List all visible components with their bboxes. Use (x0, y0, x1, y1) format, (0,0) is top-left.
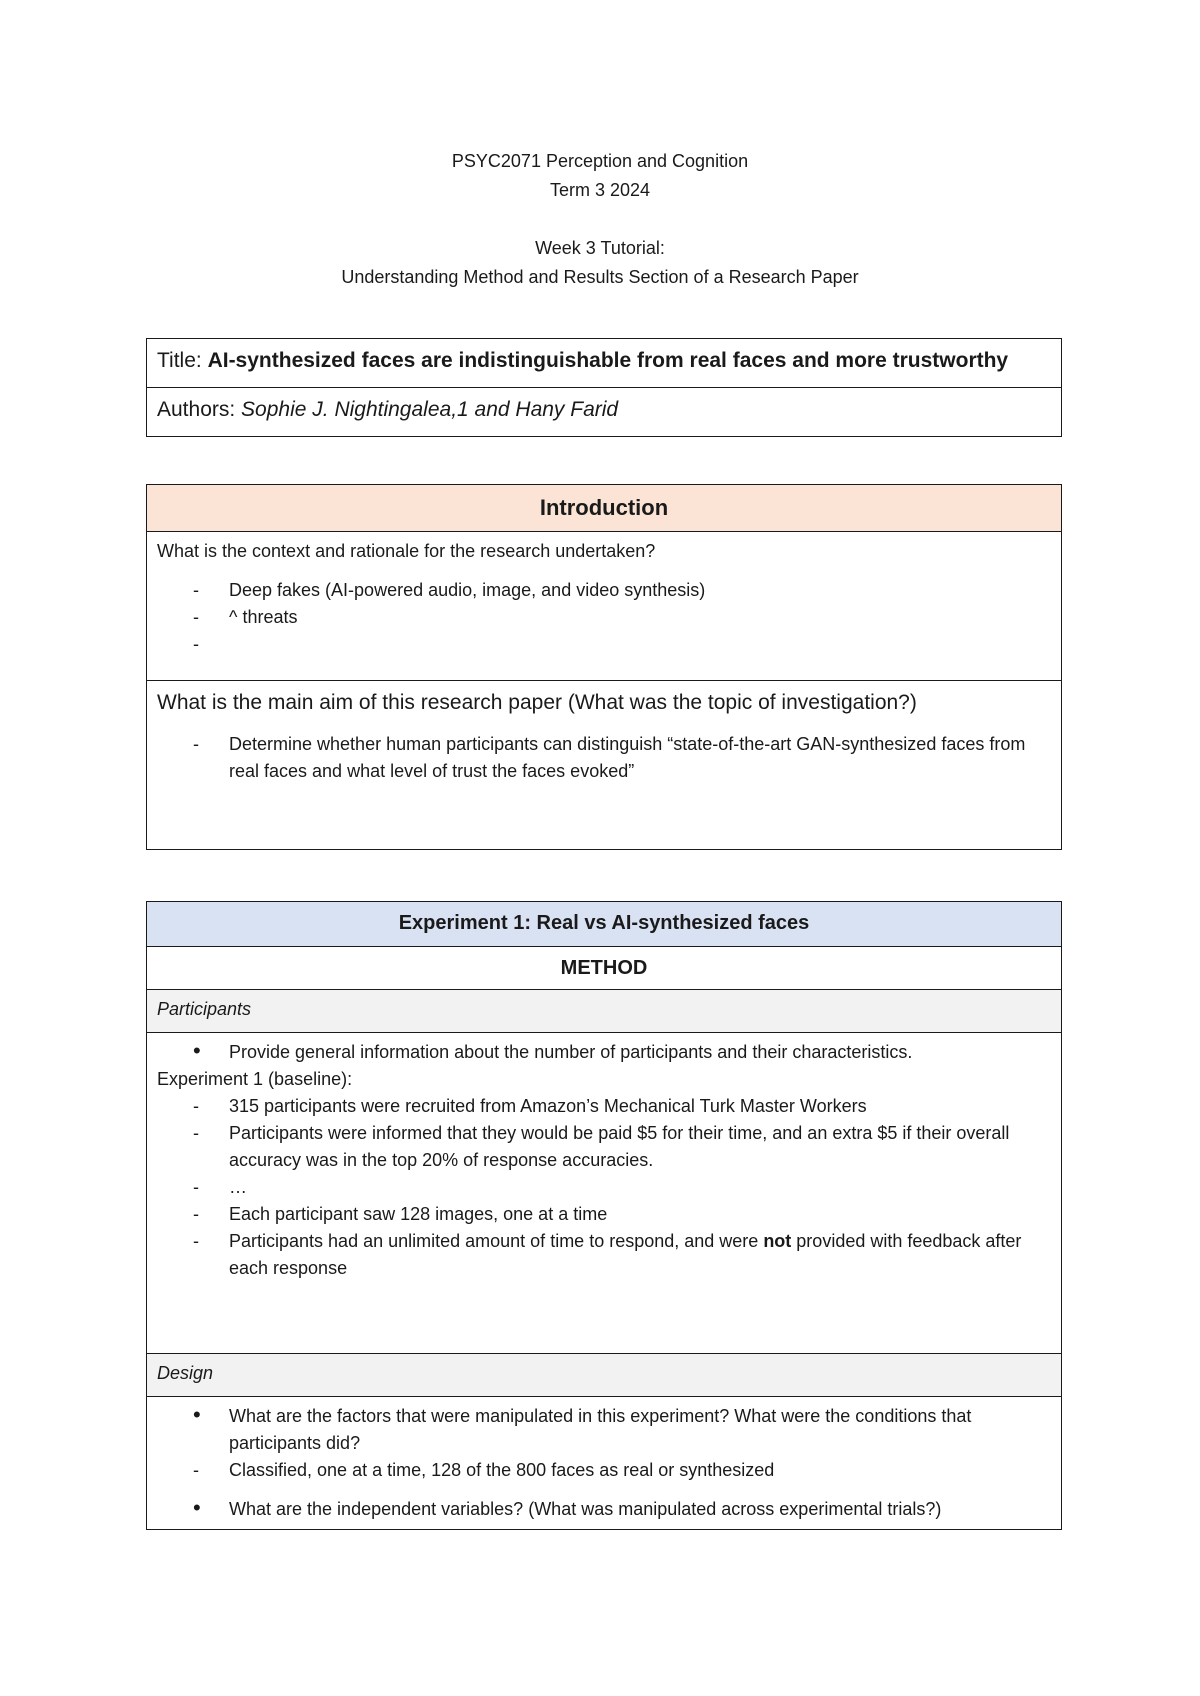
title-label: Title: (157, 349, 208, 372)
aim-question: What is the main aim of this research paper (What was the topic of investigation?) (157, 691, 917, 714)
aim-cell (147, 681, 1062, 850)
document-header (0, 148, 1200, 293)
participants-point: - Each participant saw 128 images, one at a time (157, 1201, 1051, 1228)
context-point: - Deep fakes (AI-powered audio, image, and video synthesis) (157, 577, 1051, 604)
design-points (157, 1457, 1051, 1484)
design-prompt: • What are the independent variables? (What was manipulated across experimental trials?) (157, 1496, 1051, 1523)
aim-point: - Determine whether human participants can distinguish “state-of-the-art GAN-synthesized faces from real faces and what level of trust the faces evoked” (157, 731, 1051, 785)
paper-info-table (146, 338, 1062, 437)
week-title: Week 3 Tutorial: (535, 238, 665, 258)
course-name: PSYC2071 Perception and Cognition (451, 151, 749, 171)
participants-subheading: Experiment 1 (baseline): (157, 1069, 353, 1089)
participants-points (157, 1093, 1051, 1282)
design-cell (147, 1397, 1062, 1530)
participants-point: - Participants had an unlimited amount of time to respond, and were not provided with feedback after each response (157, 1228, 1051, 1282)
paper-title: AI-synthesized faces are indistinguishable from real faces and more trustworthy (207, 349, 1009, 372)
paper-authors-cell (147, 388, 1062, 437)
introduction-table (146, 484, 1062, 850)
context-points (157, 577, 1051, 631)
design-heading: Design (147, 1354, 1062, 1397)
context-point: - ^ threats (157, 604, 1051, 631)
method-heading: METHOD (147, 947, 1062, 990)
participants-point: - … (157, 1174, 1051, 1201)
aim-points (157, 731, 1051, 785)
paper-authors: Sophie J. Nightingalea,1 and Hany Farid (241, 398, 619, 421)
design-prompt: • What are the factors that were manipulated in this experiment? What were the conditions that participants did? (157, 1403, 1051, 1457)
experiment-table (146, 901, 1062, 1530)
term: Term 3 2024 (549, 180, 651, 200)
participants-cell (147, 1033, 1062, 1354)
tutorial-topic: Understanding Method and Results Section of a Research Paper (341, 267, 859, 287)
design-point: - Classified, one at a time, 128 of the 800 faces as real or synthesized (157, 1457, 1051, 1484)
participants-heading: Participants (147, 990, 1062, 1033)
participants-point: - Participants were informed that they would be paid $5 for their time, and an extra $5 if their overall accuracy was in the top 20% of response accuracies. (157, 1120, 1051, 1174)
design-prompt-list-2 (157, 1496, 1051, 1523)
experiment-heading: Experiment 1: Real vs AI-synthesized faces (147, 902, 1062, 947)
participants-point: - 315 participants were recruited from Amazon’s Mechanical Turk Master Workers (157, 1093, 1051, 1120)
participants-prompt: • Provide general information about the number of participants and their characteristics. (157, 1039, 1051, 1066)
context-cell (147, 532, 1062, 681)
design-prompt-list (157, 1403, 1051, 1457)
emphasis-not: not (763, 1231, 792, 1251)
participants-prompt-list (157, 1039, 1051, 1066)
authors-label: Authors: (157, 398, 242, 421)
paper-title-cell (147, 339, 1062, 388)
introduction-heading: Introduction (147, 485, 1062, 532)
context-question: What is the context and rationale for the research undertaken? (157, 541, 656, 561)
